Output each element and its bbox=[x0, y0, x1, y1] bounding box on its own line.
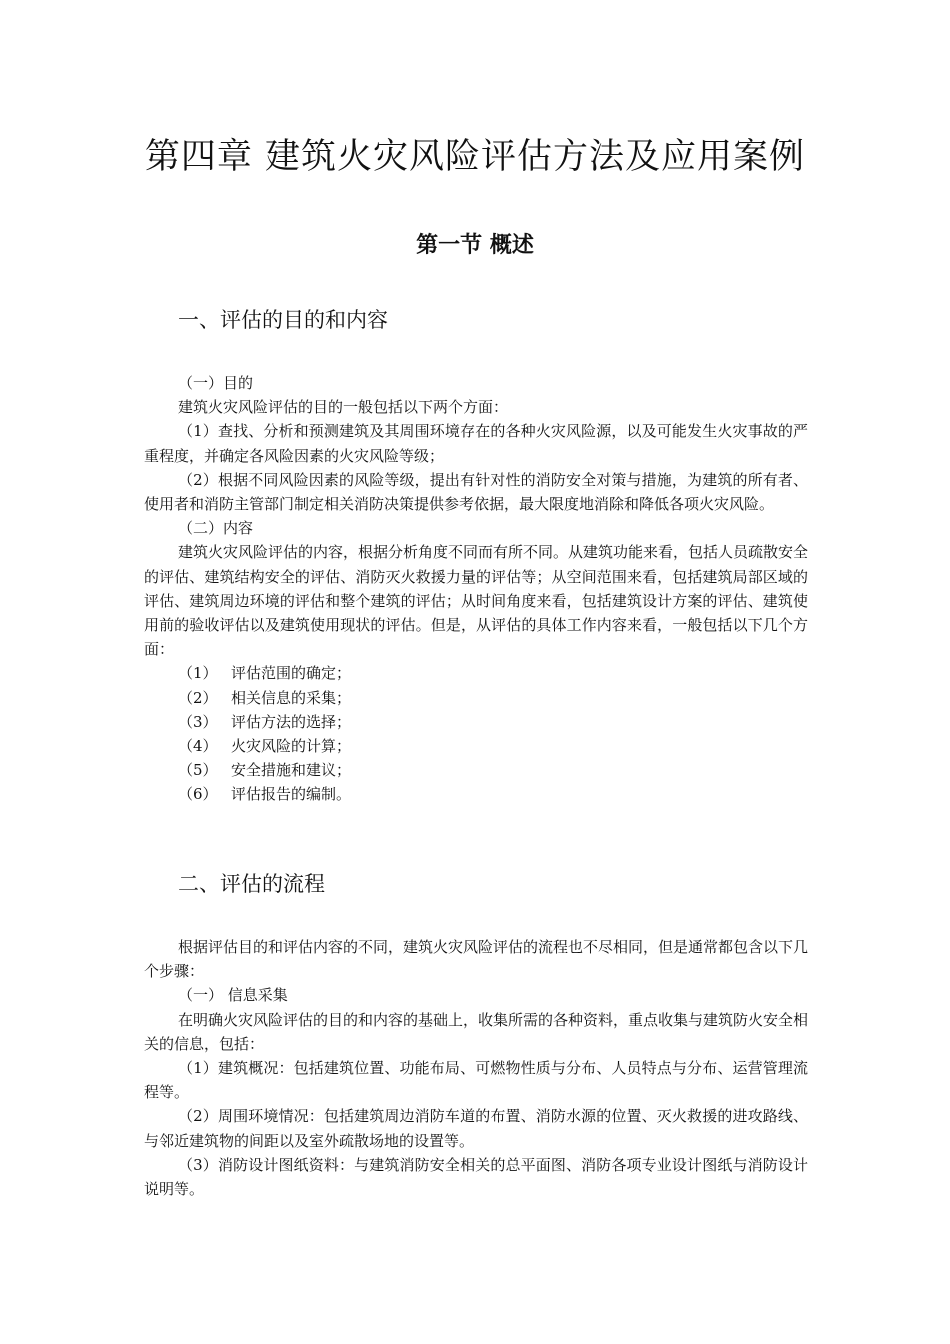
chapter-title: 第四章 建筑火灾风险评估方法及应用案例 bbox=[144, 137, 806, 177]
list-item bbox=[144, 758, 808, 782]
purpose-item-1: （1）查找、分析和预测建筑及其周围环境存在的各种火灾风险源，以及可能发生火灾事故的严重程度，并确定各风险因素的火灾风险等级； bbox=[144, 422, 808, 465]
list-item-text: 评估报告的编制。 bbox=[231, 785, 352, 804]
section-title: 第一节 概述 bbox=[416, 233, 534, 258]
list-item-number: （1） bbox=[178, 664, 218, 683]
process-intro: 根据评估目的和评估内容的不同，建筑火灾风险评估的流程也不尽相同，但是通常都包含以下几个步骤： bbox=[144, 938, 809, 981]
list-item-text: 评估范围的确定； bbox=[231, 664, 352, 683]
list-item-number: （4） bbox=[178, 737, 218, 756]
list-item-text: 火灾风险的计算； bbox=[231, 737, 352, 756]
list-item bbox=[144, 782, 808, 806]
list-item bbox=[144, 710, 808, 734]
list-item bbox=[144, 734, 808, 758]
list-item-number: （5） bbox=[178, 761, 218, 780]
purpose-item-2: （2）根据不同风险因素的风险等级，提出有针对性的消防安全对策与措施，为建筑的所有者、使用者和消防主管部门制定相关消防决策提供参考依据，最大限度地消除和降低各项火灾风险。 bbox=[144, 470, 808, 514]
list-item bbox=[144, 686, 808, 710]
subheading-info-collection: （一） 信息采集 bbox=[178, 986, 288, 1005]
subheading-content: （二）内容 bbox=[178, 519, 254, 538]
list-item-text: 安全措施和建议； bbox=[231, 761, 352, 780]
section-purpose-content bbox=[144, 371, 808, 807]
section-process bbox=[144, 935, 808, 1201]
purpose-intro: 建筑火灾风险评估的目的一般包括以下两个方面： bbox=[178, 398, 509, 417]
info-item-1: （1）建筑概况：包括建筑位置、功能布局、可燃物性质与分布、人员特点与分布、运营管理流程等。 bbox=[144, 1059, 808, 1102]
info-item-2: （2）周围环境情况：包括建筑周边消防车道的布置、消防水源的位置、灭火救援的进攻路线、与邻近建筑物的间距以及室外疏散场地的设置等。 bbox=[144, 1107, 808, 1150]
list-item-number: （6） bbox=[178, 785, 218, 804]
info-collection-paragraph: 在明确火灾风险评估的目的和内容的基础上，收集所需的各种资料，重点收集与建筑防火安全相关的信息，包括： bbox=[144, 1010, 809, 1053]
list-item-text: 相关信息的采集； bbox=[231, 688, 352, 707]
list-item bbox=[144, 661, 808, 685]
heading-purpose-content: 一、评估的目的和内容 bbox=[178, 308, 388, 332]
list-item-text: 评估方法的选择； bbox=[231, 712, 352, 731]
list-item-number: （2） bbox=[178, 688, 218, 707]
info-item-3: （3）消防设计图纸资料：与建筑消防安全相关的总平面图、消防各项专业设计图纸与消防设计说明等。 bbox=[144, 1155, 808, 1199]
list-item-number: （3） bbox=[178, 712, 218, 731]
subheading-purpose: （一）目的 bbox=[178, 374, 254, 392]
heading-process: 二、评估的流程 bbox=[178, 872, 325, 896]
content-paragraph: 建筑火灾风险评估的内容，根据分析角度不同而有所不同。从建筑功能来看，包括人员疏散安全的评估、建筑结构安全的评估、消防灭火救援力量的评估等；从空间范围来看，包括建筑局部区域的评估、建筑周边环境的评估和整个建筑的评估；从时间角度来看，包括建筑设计方案的评估、建筑使用前的验收评估以及建筑使用现状的评估。但是，从评估的具体工作内容来看，一般包括以下几个方面： bbox=[144, 543, 809, 659]
